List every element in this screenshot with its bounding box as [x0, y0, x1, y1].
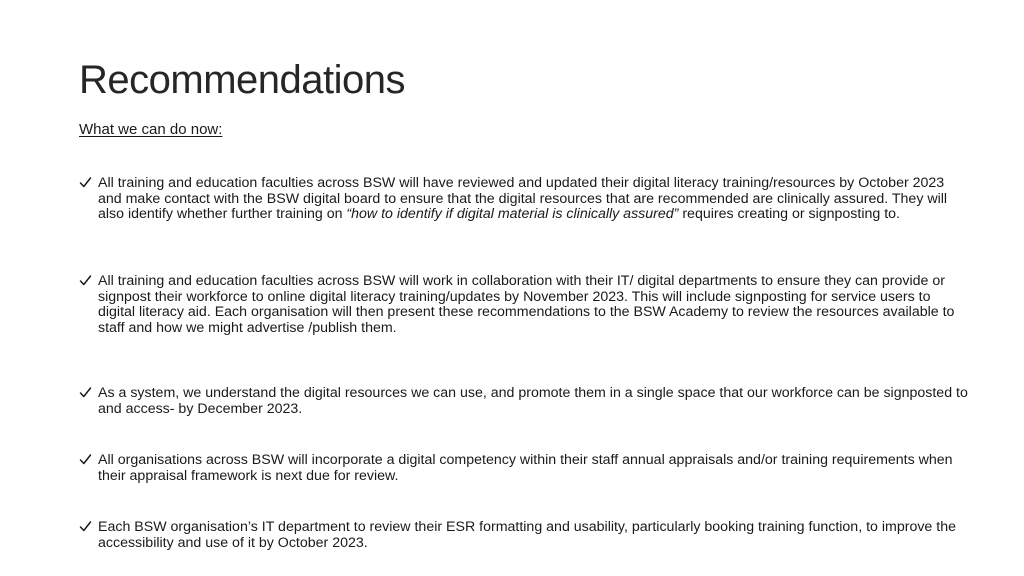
checkmark-icon	[79, 520, 93, 534]
checkmark-icon	[79, 386, 93, 400]
list-item-text: As a system, we understand the digital resources we can use, and promote them in a single space that our workforce can be signposted to and access- by December 2023.	[98, 385, 968, 417]
list-item	[79, 176, 968, 223]
list-item-text: All training and education faculties across BSW will work in collaboration with their IT/ digital departments to ensure they can provide or signpost their workforce to online digital literacy training/updates by November 2023. This will include signposting for service users to digital literacy aid. Each organisation will then present these recommendations to the BSW Academy to review the resources available to staff and how we might advertise /publish them.	[98, 273, 955, 337]
checkmark-icon	[79, 176, 93, 190]
list-item-text: Each BSW organisation’s IT department to review their ESR formatting and usability, particularly booking training function, to improve the accessibility and use of it by October 2023.	[98, 519, 956, 551]
list-item	[79, 453, 968, 484]
list-item-emphasis: “how to identify if digital material is clinically assured”	[346, 206, 679, 223]
list-item	[79, 520, 968, 551]
list-item	[79, 386, 968, 417]
slide-subtitle: What we can do now:	[79, 121, 223, 138]
slide-title: Recommendations	[79, 58, 405, 102]
checkmark-icon	[79, 453, 93, 467]
list-item	[79, 274, 968, 337]
list-item-text: All organisations across BSW will incorporate a digital competency within their staff annual appraisals and/or training requirements when their appraisal framework is next due for review.	[98, 452, 953, 484]
checkmark-icon	[79, 274, 93, 288]
list-item-text: All training and education faculties across BSW will have reviewed and updated their digital literacy training/resources by October 2023 and make contact with the BSW digital board to ensure that the digital resources that are recommended are clinically assured. They will also identify whether further training on “how to identify if digital material is clinically assured” requires creating or signposting to.	[98, 175, 948, 223]
